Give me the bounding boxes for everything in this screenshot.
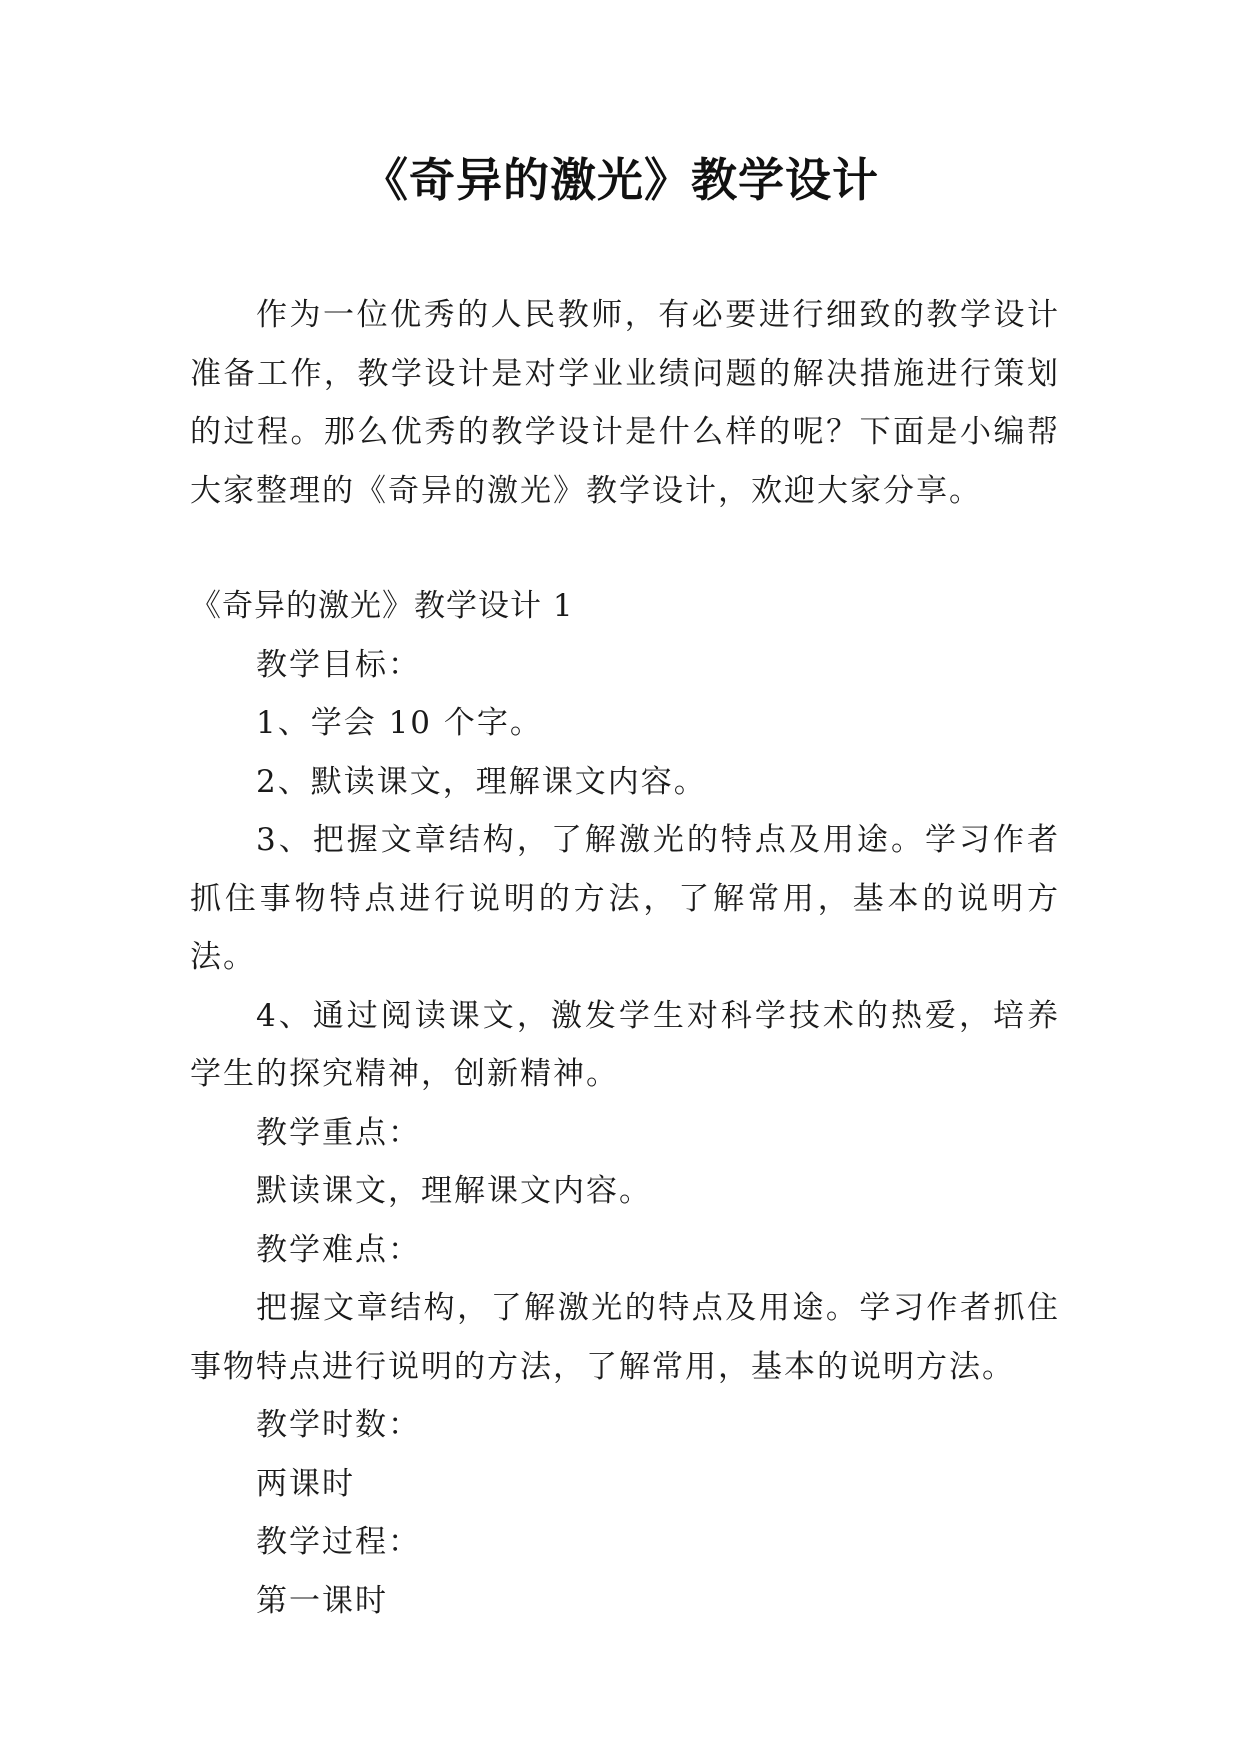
first-lesson-label: 第一课时 (256, 1582, 388, 1619)
goal-item-3: 3、把握文章结构，了解激光的特点及用途。学习作者抓住事物特点进行说明的方法，了解常用，基本的说明方法。 (190, 822, 1060, 975)
intro-paragraph: 作为一位优秀的人民教师，有必要进行细致的教学设计准备工作，教学设计是对学业业绩问题的解决措施进行策划的过程。那么优秀的教学设计是什么样的呢？下面是小编帮大家整理的《奇异的激光》教学设计，欢迎大家分享。 (190, 297, 1060, 509)
heading-teaching-goals: 教学目标： (256, 646, 421, 683)
section-heading: 《奇异的激光》教学设计 1 (190, 588, 574, 624)
section-body (190, 577, 1060, 1630)
document-title: 《奇异的激光》教学设计 (362, 153, 879, 207)
heading-key-points: 教学重点： (256, 1114, 421, 1151)
goal-item-2: 2、默读课文，理解课文内容。 (256, 763, 707, 800)
goal-item-4: 4、通过阅读课文，激发学生对科学技术的热爱，培养学生的探究精神，创新精神。 (190, 997, 1060, 1092)
heading-class-hours: 教学时数： (256, 1407, 421, 1443)
class-hours-text: 两课时 (256, 1465, 355, 1502)
heading-process: 教学过程： (256, 1524, 421, 1560)
heading-difficulties: 教学难点： (256, 1231, 421, 1268)
difficulties-text: 把握文章结构，了解激光的特点及用途。学习作者抓住事物特点进行说明的方法，了解常用，基本的说明方法。 (190, 1290, 1060, 1385)
goal-item-1: 1、学会 10 个字。 (256, 705, 543, 741)
key-points-text: 默读课文，理解课文内容。 (256, 1173, 652, 1209)
